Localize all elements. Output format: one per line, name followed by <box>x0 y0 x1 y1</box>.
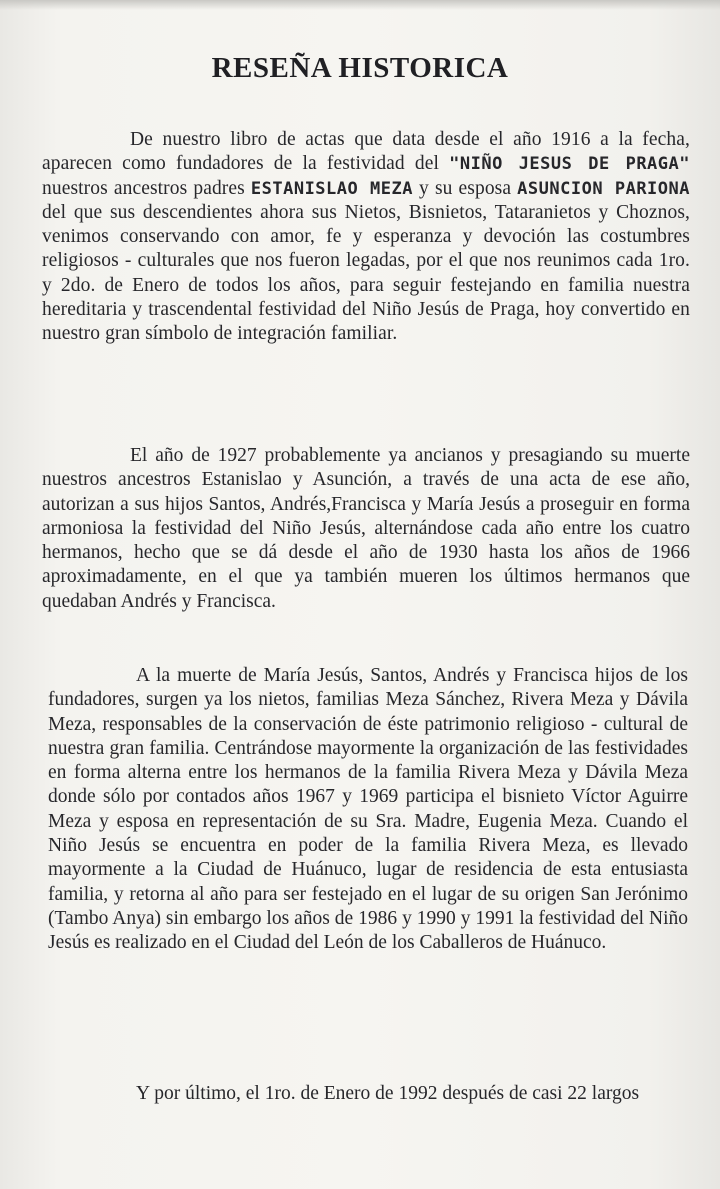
page-top-edge <box>0 0 720 10</box>
festivity-name: "NIÑO JESUS DE PRAGA" <box>449 154 690 175</box>
page-title: RESEÑA HISTORICA <box>211 52 509 84</box>
founder-name-father: ESTANISLAO MEZA <box>250 178 413 199</box>
founder-name-mother: ASUNCION PARIONA <box>517 178 691 199</box>
paragraph-grandchildren: A la muerte de María Jesús, Santos, Andrés y Francisca hijos de los fundadores, surgen ya los nietos, familias Meza Sánchez, Rivera Meza y Dávila Meza, responsables de la conservación de éste patrimonio religioso - cultural de nuestra gran familia. Centrándose mayormente la organización de las festividades en forma alterna entre los hermanos de la familia Rivera Meza y Dávila Meza donde sólo por contados años 1967 y 1969 participa el bisnieto Víctor Aguirre Meza y esposa en representación de su Sra. Madre, Eugenia Meza. Cuando el Niño Jesús se encuentra en poder de la familia Rivera Meza, es llevado mayormente a la Ciudad de Huánuco, lugar de residencia de esta entusiasta familia, y retorna al año para ser festejado en el lugar de su origen San Jerónimo (Tambo Anya) sin embargo los años de 1986 y 1990 y 1991 la festividad del Niño Jesús es realizado en el Ciudad del León de los Caballeros de Huánuco. <box>48 665 688 954</box>
paragraph-text: del que sus descendientes ahora sus Nietos, Bisnietos, Tataranietos y Choznos, venimos conservando con amor, fe y esperanza y devoción las costumbres religiosos - culturales que nos fueron legadas, por el que nos reunimos cada 1ro. y 2do. de Enero de todos los años, para seguir festejando en familia nuestra hereditaria y trascendental festividad del Niño Jesús de Praga, hoy convertido en nuestro gran símbolo de integración familiar. <box>42 201 690 345</box>
paragraph-text: y su esposa <box>413 177 518 199</box>
paragraph-text: nuestros ancestros padres <box>42 177 251 199</box>
paragraph-text: De nuestro libro de actas que data desde el año 1916 a la fecha, aparecen como fundadores de la festividad del <box>42 129 690 175</box>
paragraph-founders <box>42 128 690 347</box>
paragraph-1992: Y por último, el 1ro. de Enero de 1992 después de casi 22 largos <box>136 1083 640 1104</box>
paragraph-1927: El año de 1927 probablemente ya ancianos y presagiando su muerte nuestros ancestros Estanislao y Asunción, a través de una acta de ese año, autorizan a sus hijos Santos, Andrés,Francisca y María Jesús a proseguir en forma armoniosa la festividad del Niño Jesús, alternándose cada año entre los cuatro hermanos, hecho que se dá desde el año de 1930 hasta los años de 1966 aproximadamente, en el que ya también mueren los últimos hermanos que quedaban Andrés y Francisca. <box>42 445 690 612</box>
